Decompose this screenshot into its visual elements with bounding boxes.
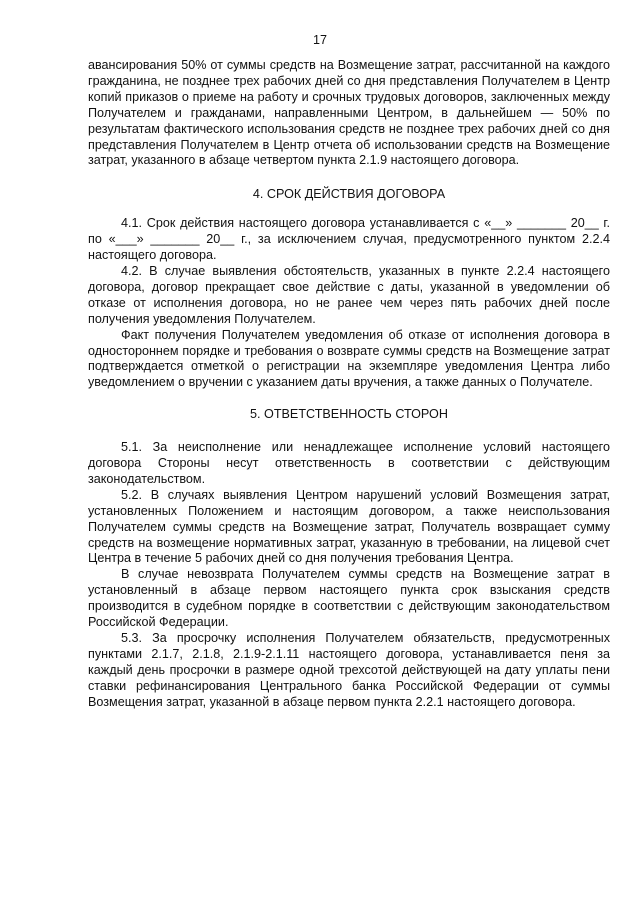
clause-5-3: 5.3. За просрочку исполнения Получателем обязательств, предусмотренных пунктами 2.1.7, 2.1.8, 2.1.9-2.1.11 настоящего договора, устанавливается пеня за каждый день просрочки в размере одной трехсотой действующей на дату уплаты пени ставки рефинансирования Центрального банка Российской Федерации от суммы Возмещения затрат, указанной в абзаце первом пункта 2.2.1 настоящего договора.: [88, 631, 610, 709]
clause-4-2-notice: Факт получения Получателем уведомления об отказе от исполнения договора в одностороннем порядке и требования о возврате суммы средств на Возмещение затрат подтверждается отметкой о регистрации на экземпляре уведомления Центра либо уведомлением о вручении с указанием даты вручения, а также данных о Получателе.: [88, 327, 610, 390]
document-body: [88, 58, 610, 711]
clause-4-2: 4.2. В случае выявления обстоятельств, указанных в пункте 2.2.4 настоящего договора, договор прекращает свое действие с даты, указанной в уведомлении об отказе от исполнения договора, но не ранее чем через пять рабочих дней после получения уведомления Получателем.: [88, 263, 610, 326]
section-4-heading: 4. СРОК ДЕЙСТВИЯ ДОГОВОРА: [252, 187, 446, 202]
paragraph-continuation: авансирования 50% от суммы средств на Возмещение затрат, рассчитанной на каждого гражданина, не позднее трех рабочих дней со дня представления Получателем в Центр копий приказов о приеме на работу и срочных трудовых договоров, заключенных между Получателем и гражданами, направленными Центром, в дальнейшем — 50% по результатам фактического использования средств не позднее трех рабочих дней со дня представления Получателем в Центр отчета об использовании средств на Возмещение затрат, указанного в абзаце четвертом пункта 2.1.9 настоящего договора.: [88, 58, 610, 168]
clause-5-1: 5.1. За неисполнение или ненадлежащее исполнение условий настоящего договора Стороны несут ответственность в соответствии с действующим законодательством.: [88, 440, 610, 486]
page-number: 17: [312, 33, 327, 47]
section-5-heading: 5. ОТВЕТСТВЕННОСТЬ СТОРОН: [250, 407, 448, 422]
clause-5-2: 5.2. В случаях выявления Центром нарушений условий Возмещения затрат, установленных Положением и настоящим договором, а также неиспользования Получателем суммы средств на Возмещение затрат, Получатель возвращает сумму средств на возмещение нормативных затрат, указанную в требовании, на лицевой счет Центра в течение 5 рабочих дней со дня получения требования Центра.: [88, 487, 610, 566]
clause-5-2-recovery: В случае невозврата Получателем суммы средств на Возмещение затрат в установленный в абзаце первом настоящего пункта срок взыскания средств производится в судебном порядке в соответствии с действующим законодательством Российской Федерации.: [88, 567, 610, 630]
clause-4-1: 4.1. Срок действия настоящего договора устанавливается с «__» _______ 20__ г. по «___» _______ 20__ г., за исключением случая, предусмотренного пунктом 2.2.4 настоящего договора.: [88, 216, 610, 263]
